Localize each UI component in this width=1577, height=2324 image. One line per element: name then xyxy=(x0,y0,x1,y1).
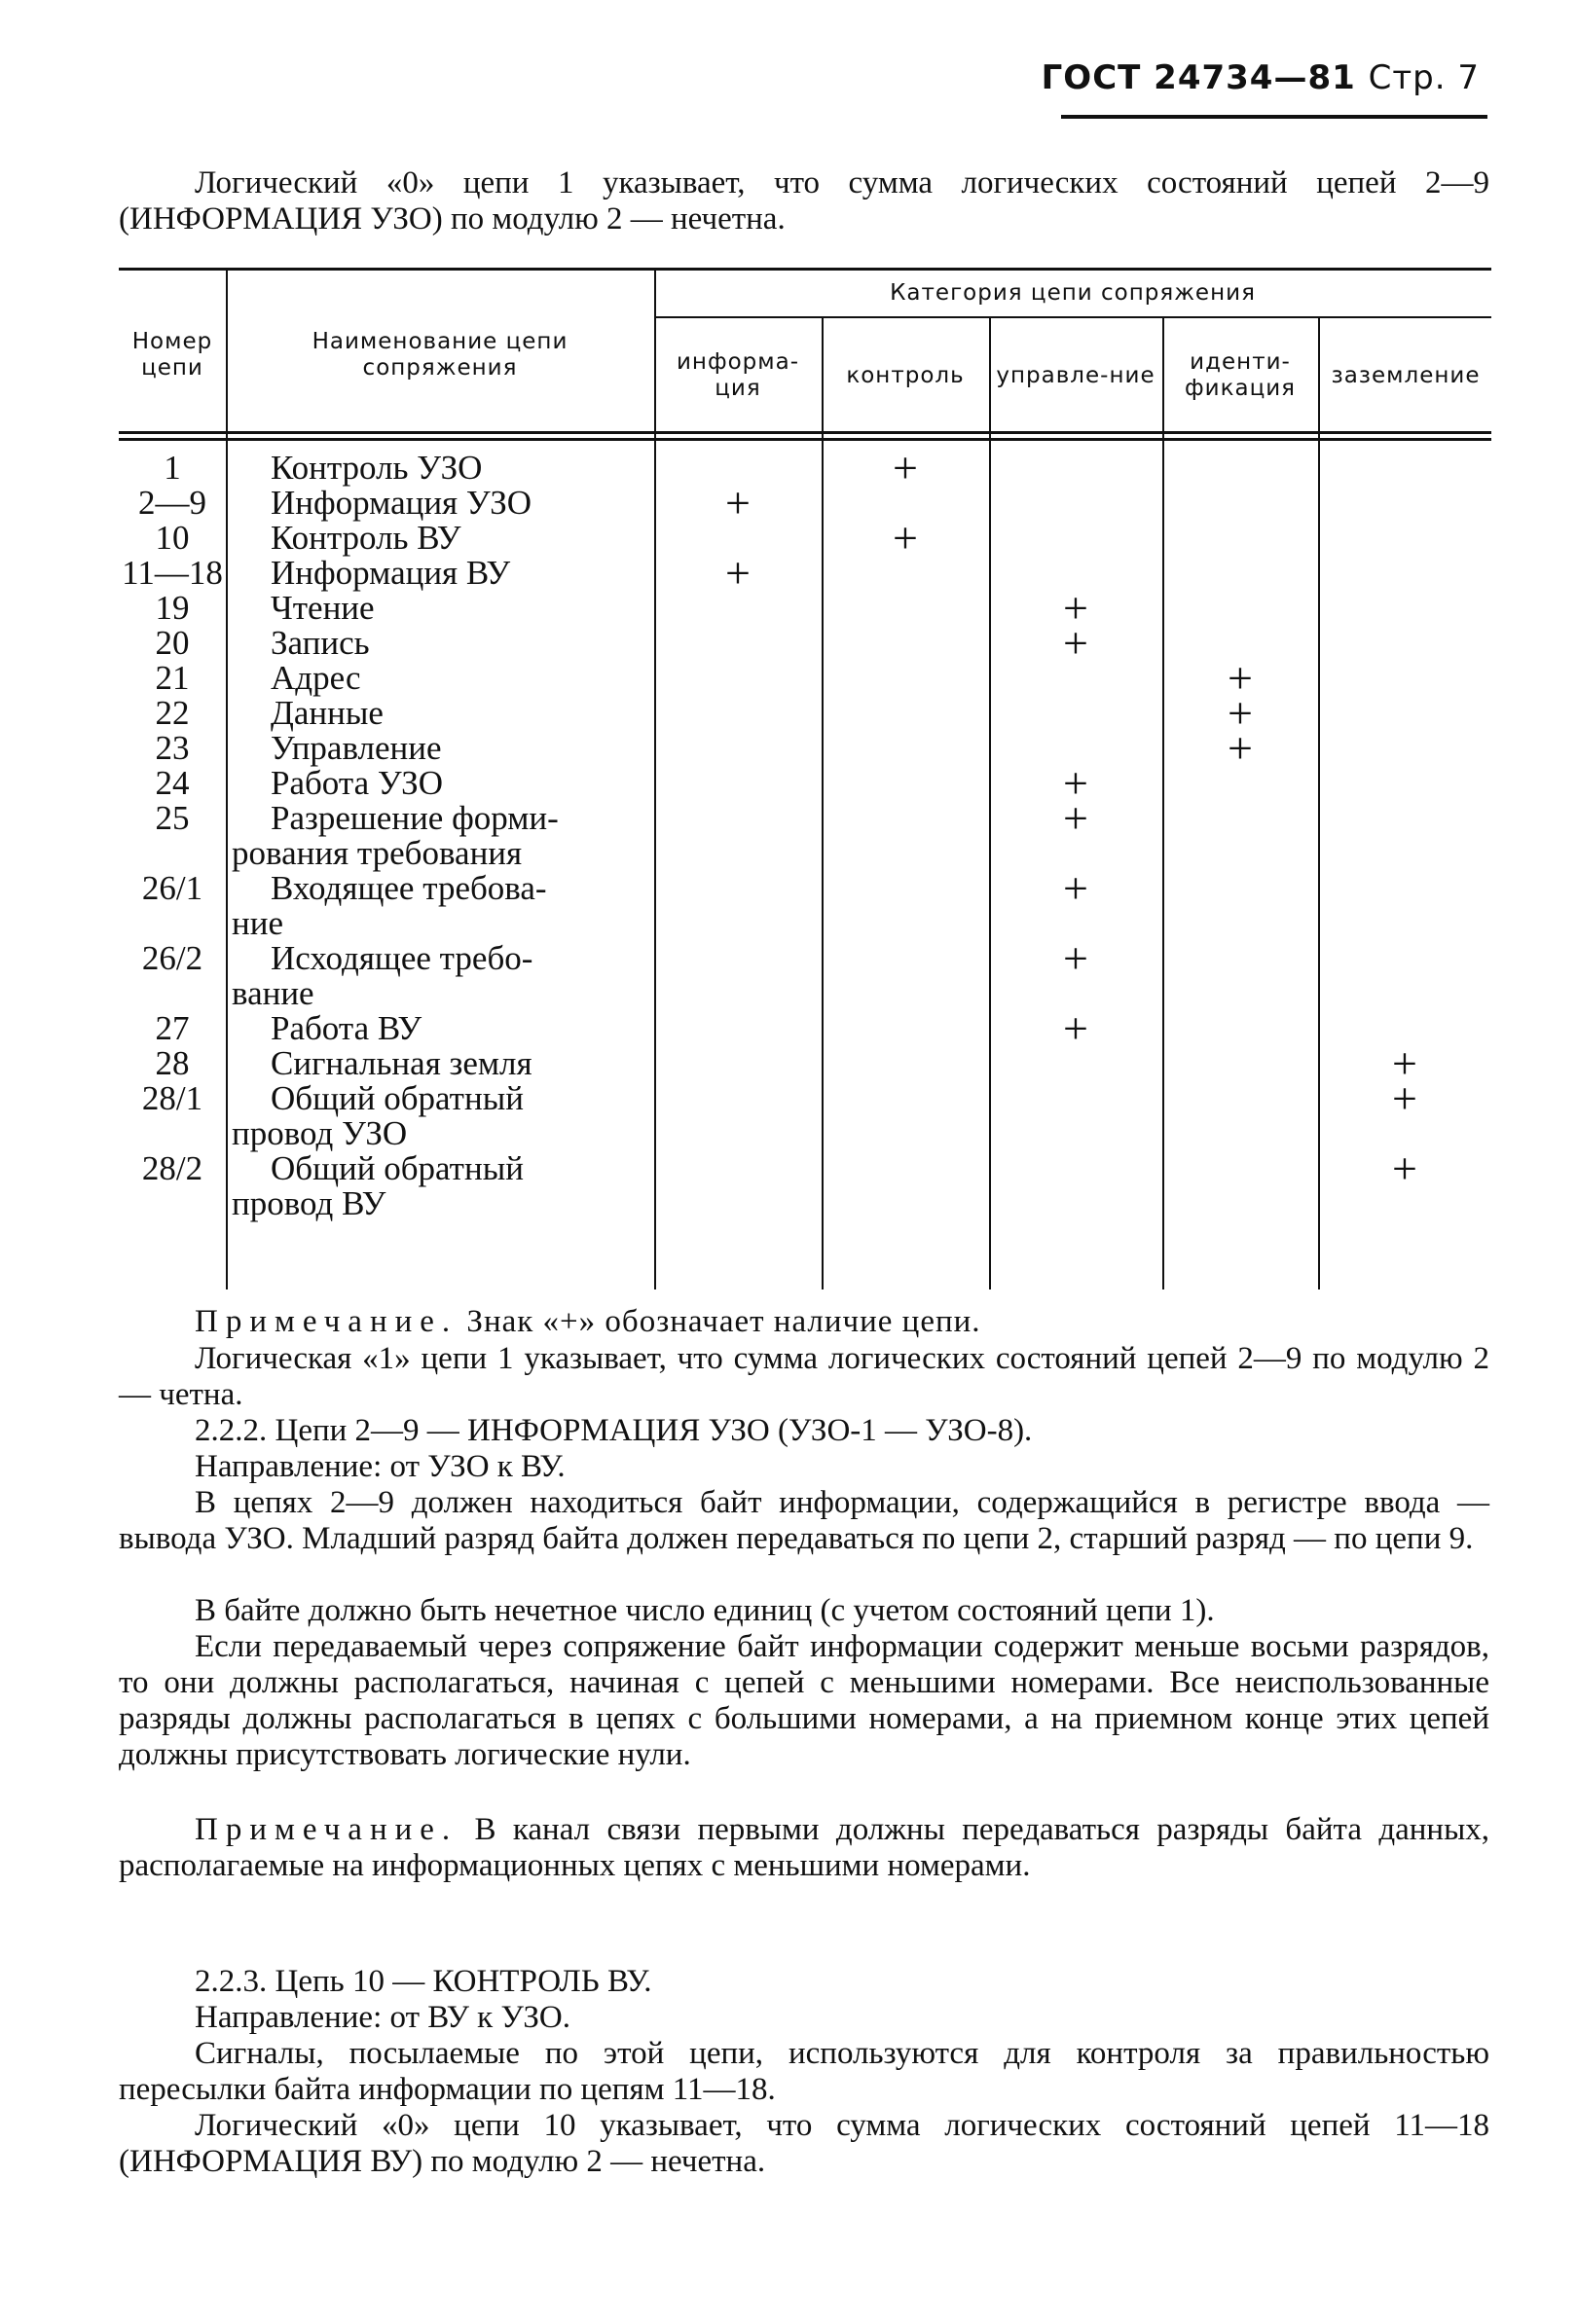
row-name: Работа ВУ xyxy=(271,1009,422,1047)
category-mark: + xyxy=(1063,933,1088,983)
row-name: Контроль ВУ xyxy=(271,519,461,557)
category-mark: + xyxy=(725,548,751,598)
row-name xyxy=(232,941,697,1011)
circuit-table xyxy=(119,268,1491,1289)
col-divider-6 xyxy=(1318,316,1320,1289)
row-name: Контроль УЗО xyxy=(271,449,483,487)
row-number: 23 xyxy=(155,729,190,767)
header-cat-information: информа-ция xyxy=(676,349,800,401)
col-divider-5 xyxy=(1162,316,1164,1289)
section-2-2-3-paragraph-1: Сигналы, посылаемые по этой цепи, используются для контроля за правильностью пересылки байта информации по цепям 11—18. xyxy=(119,2036,1489,2107)
row-name: Управление xyxy=(271,729,442,767)
col-divider-4 xyxy=(989,316,991,1289)
note-1 xyxy=(119,1304,1489,1340)
header-category: Категория цепи сопряжения xyxy=(890,279,1256,306)
row-name: Информация УЗО xyxy=(271,484,532,522)
standard-number: ГОСТ 24734—81 xyxy=(1041,58,1356,97)
category-mark: + xyxy=(1228,723,1253,773)
section-2-2-2-direction: Направление: от УЗО к ВУ. xyxy=(195,1449,566,1484)
category-mark: + xyxy=(725,478,751,527)
section-2-2-2-paragraph-2: В байте должно быть нечетное число единиц (с учетом состояний цепи 1). xyxy=(195,1593,1215,1628)
section-2-2-3-direction: Направление: от ВУ к УЗО. xyxy=(195,2000,571,2035)
row-number: 22 xyxy=(155,694,190,732)
category-mark: + xyxy=(1392,1073,1417,1123)
note-2-text: В канал связи первыми должны передаваться разряды байта данных, располагаемые на информационных цепях с меньшими номерами. xyxy=(119,1812,1489,1883)
row-number: 28 xyxy=(155,1044,190,1082)
row-number: 20 xyxy=(155,624,190,662)
note-2 xyxy=(119,1812,1489,1884)
section-2-2-3-title: 2.2.3. Цепь 10 — КОНТРОЛЬ ВУ. xyxy=(195,1964,652,1999)
category-mark: + xyxy=(1063,583,1088,633)
row-name: Адрес xyxy=(271,659,361,697)
row-name-line: провод УЗО xyxy=(232,1114,408,1152)
category-mark: + xyxy=(1228,653,1253,703)
header-name: Наименование цепи сопряжения xyxy=(312,329,568,381)
category-mark: + xyxy=(1063,793,1088,843)
paragraph-logical-one: Логическая «1» цепи 1 указывает, что сумма логических состояний цепей 2—9 по модулю 2 — четна. xyxy=(119,1341,1489,1412)
category-mark: + xyxy=(1063,1003,1088,1053)
row-name-line: Входящее требова- xyxy=(271,869,547,907)
header-number: Номер цепи xyxy=(131,329,213,381)
row-number: 1 xyxy=(164,449,181,487)
intro-paragraph: Логический «0» цепи 1 указывает, что сумма логических состояний цепей 2—9 (ИНФОРМАЦИЯ УЗО) по модулю 2 — нечетна. xyxy=(119,165,1489,236)
category-mark: + xyxy=(1392,1038,1417,1088)
row-name: Работа УЗО xyxy=(271,764,443,802)
row-name-line: Общий обратный xyxy=(271,1079,524,1117)
row-number: 28/1 xyxy=(141,1079,203,1117)
header-cat-management: управле-ние xyxy=(996,362,1155,388)
note-1-text: Знак «+» обозначает наличие цепи. xyxy=(458,1304,981,1339)
row-number: 25 xyxy=(155,799,190,837)
category-mark: + xyxy=(1228,688,1253,738)
row-number: 28/2 xyxy=(141,1149,203,1187)
section-2-2-3-paragraph-2: Логический «0» цепи 10 указывает, что сумма логических состояний цепей 11—18 (ИНФОРМАЦИЯ ВУ) по модулю 2 — нечетна. xyxy=(119,2108,1489,2179)
category-mark: + xyxy=(893,513,918,563)
category-mark: + xyxy=(1063,758,1088,808)
category-mark: + xyxy=(1392,1144,1417,1193)
row-name-line: ние xyxy=(232,904,283,942)
page-header xyxy=(1042,58,1480,97)
category-mark: + xyxy=(1063,863,1088,913)
row-name: Запись xyxy=(271,624,370,662)
category-rule xyxy=(654,316,1491,318)
note-2-label: Примечание. xyxy=(195,1812,458,1847)
col-divider-1 xyxy=(226,268,228,1289)
row-name: Информация ВУ xyxy=(271,554,511,592)
category-mark: + xyxy=(1063,618,1088,668)
page-number: Стр. 7 xyxy=(1368,58,1480,97)
category-mark: + xyxy=(893,443,918,492)
row-number: 11—18 xyxy=(122,554,223,592)
header-cat-grounding: заземление xyxy=(1331,362,1481,388)
row-name xyxy=(232,801,697,871)
row-number: 2—9 xyxy=(138,484,206,522)
row-name xyxy=(232,1151,697,1221)
row-name-line: провод ВУ xyxy=(232,1184,386,1222)
table-top-rule xyxy=(119,268,1491,271)
row-name-line: вание xyxy=(232,974,314,1012)
header-cat-identification: иденти-фикация xyxy=(1184,349,1297,401)
row-number: 26/1 xyxy=(141,869,203,907)
row-name xyxy=(232,1081,697,1151)
row-name xyxy=(232,871,697,941)
col-divider-3 xyxy=(822,316,824,1289)
section-2-2-2-paragraph-3: Если передаваемый через сопряжение байт информации содержит меньше восьми разрядов, то они должны располагаться, начиная с цепей с меньшими номерами. Все неиспользованные разряды должны располагаться в цепях с большими номерами, а на приемном конце этих цепей должны присутствовать логические нули. xyxy=(119,1629,1489,1772)
header-rule xyxy=(1061,115,1487,119)
section-2-2-2-title: 2.2.2. Цепи 2—9 — ИНФОРМАЦИЯ УЗО (УЗО-1 — УЗО-8). xyxy=(195,1413,1033,1448)
note-1-label: Примечание. xyxy=(195,1304,458,1339)
row-number: 27 xyxy=(155,1009,190,1047)
row-number: 10 xyxy=(155,519,190,557)
row-number: 21 xyxy=(155,659,190,697)
row-name: Данные xyxy=(271,694,384,732)
row-name-line: Разрешение форми- xyxy=(271,799,559,837)
header-bottom-rule-2 xyxy=(119,438,1491,441)
row-name-line: рования требования xyxy=(232,834,523,872)
row-name-line: Исходящее требо- xyxy=(271,939,533,977)
row-name: Чтение xyxy=(271,589,375,627)
section-2-2-2-paragraph-1: В цепях 2—9 должен находиться байт информации, содержащийся в регистре ввода — вывода УЗО. Младший разряд байта должен передаваться по цепи 2, старший разряд — по цепи 9. xyxy=(119,1485,1489,1556)
row-number: 26/2 xyxy=(141,939,203,977)
header-bottom-rule xyxy=(119,431,1491,434)
row-number: 24 xyxy=(155,764,190,802)
row-name-line: Общий обратный xyxy=(271,1149,524,1187)
header-cat-control: контроль xyxy=(846,362,965,388)
row-number: 19 xyxy=(155,589,190,627)
row-name: Сигнальная земля xyxy=(271,1044,532,1082)
